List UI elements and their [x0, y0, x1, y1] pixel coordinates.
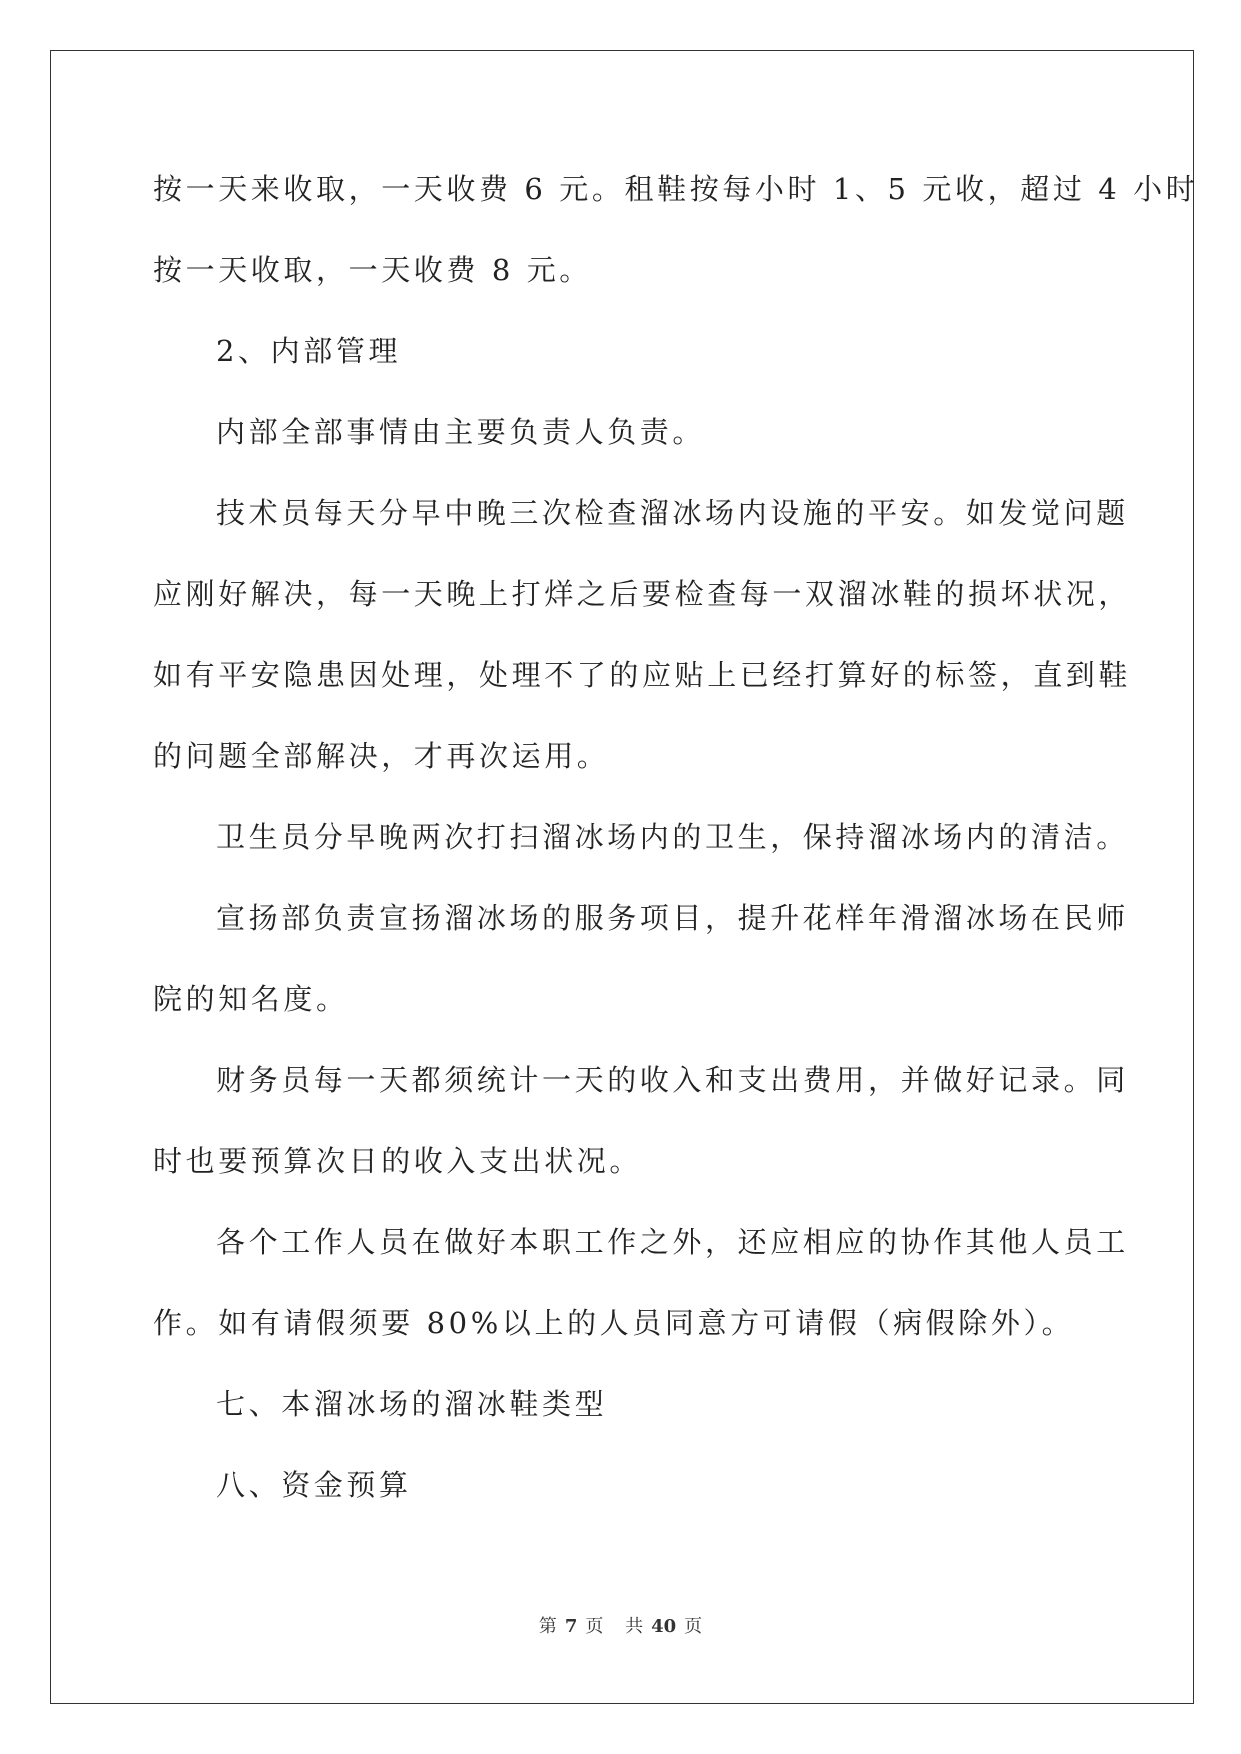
text-line: 宣扬部负责宣扬溜冰场的服务项目，提升花样年滑溜冰场在民师	[216, 901, 1129, 935]
text-line: 作。如有请假须要 80%以上的人员同意方可请假（病假除外）。	[153, 1306, 1075, 1340]
text-line: 应刚好解决，每一天晚上打烊之后要检查每一双溜冰鞋的损坏状况，	[153, 577, 1132, 611]
text-line: 卫生员分早晚两次打扫溜冰场内的卫生，保持溜冰场内的清洁。	[216, 820, 1129, 854]
text-line: 财务员每一天都须统计一天的收入和支出费用，并做好记录。同	[216, 1063, 1129, 1097]
text-line: 2、内部管理	[216, 334, 402, 368]
text-line: 按一天收取，一天收费 8 元。	[153, 253, 592, 287]
total-page-count: 40	[651, 1616, 677, 1637]
text-line: 八、资金预算	[216, 1468, 412, 1502]
current-page-number: 7	[564, 1616, 578, 1637]
text-line: 按一天来收取，一天收费 6 元。租鞋按每小时 1、5 元收，超过 4 小时	[153, 172, 1199, 206]
text-line: 技术员每天分早中晚三次检查溜冰场内设施的平安。如发觉问题	[216, 496, 1129, 530]
text-line: 七、本溜冰场的溜冰鞋类型	[216, 1387, 608, 1421]
text-line: 时也要预算次日的收入支出状况。	[153, 1144, 643, 1178]
page-footer	[0, 1612, 1241, 1638]
text-line: 如有平安隐患因处理，处理不了的应贴上已经打算好的标签，直到鞋	[153, 658, 1132, 692]
total-pages-indicator: 共 40 页	[625, 1616, 703, 1637]
text-line: 院的知名度。	[153, 982, 349, 1016]
text-line: 的问题全部解决，才再次运用。	[153, 739, 610, 773]
text-line: 内部全部事情由主要负责人负责。	[216, 415, 706, 449]
document-body	[153, 165, 1199, 1542]
page-indicator: 第 7 页	[538, 1616, 604, 1637]
text-line: 各个工作人员在做好本职工作之外，还应相应的协作其他人员工	[216, 1225, 1129, 1259]
